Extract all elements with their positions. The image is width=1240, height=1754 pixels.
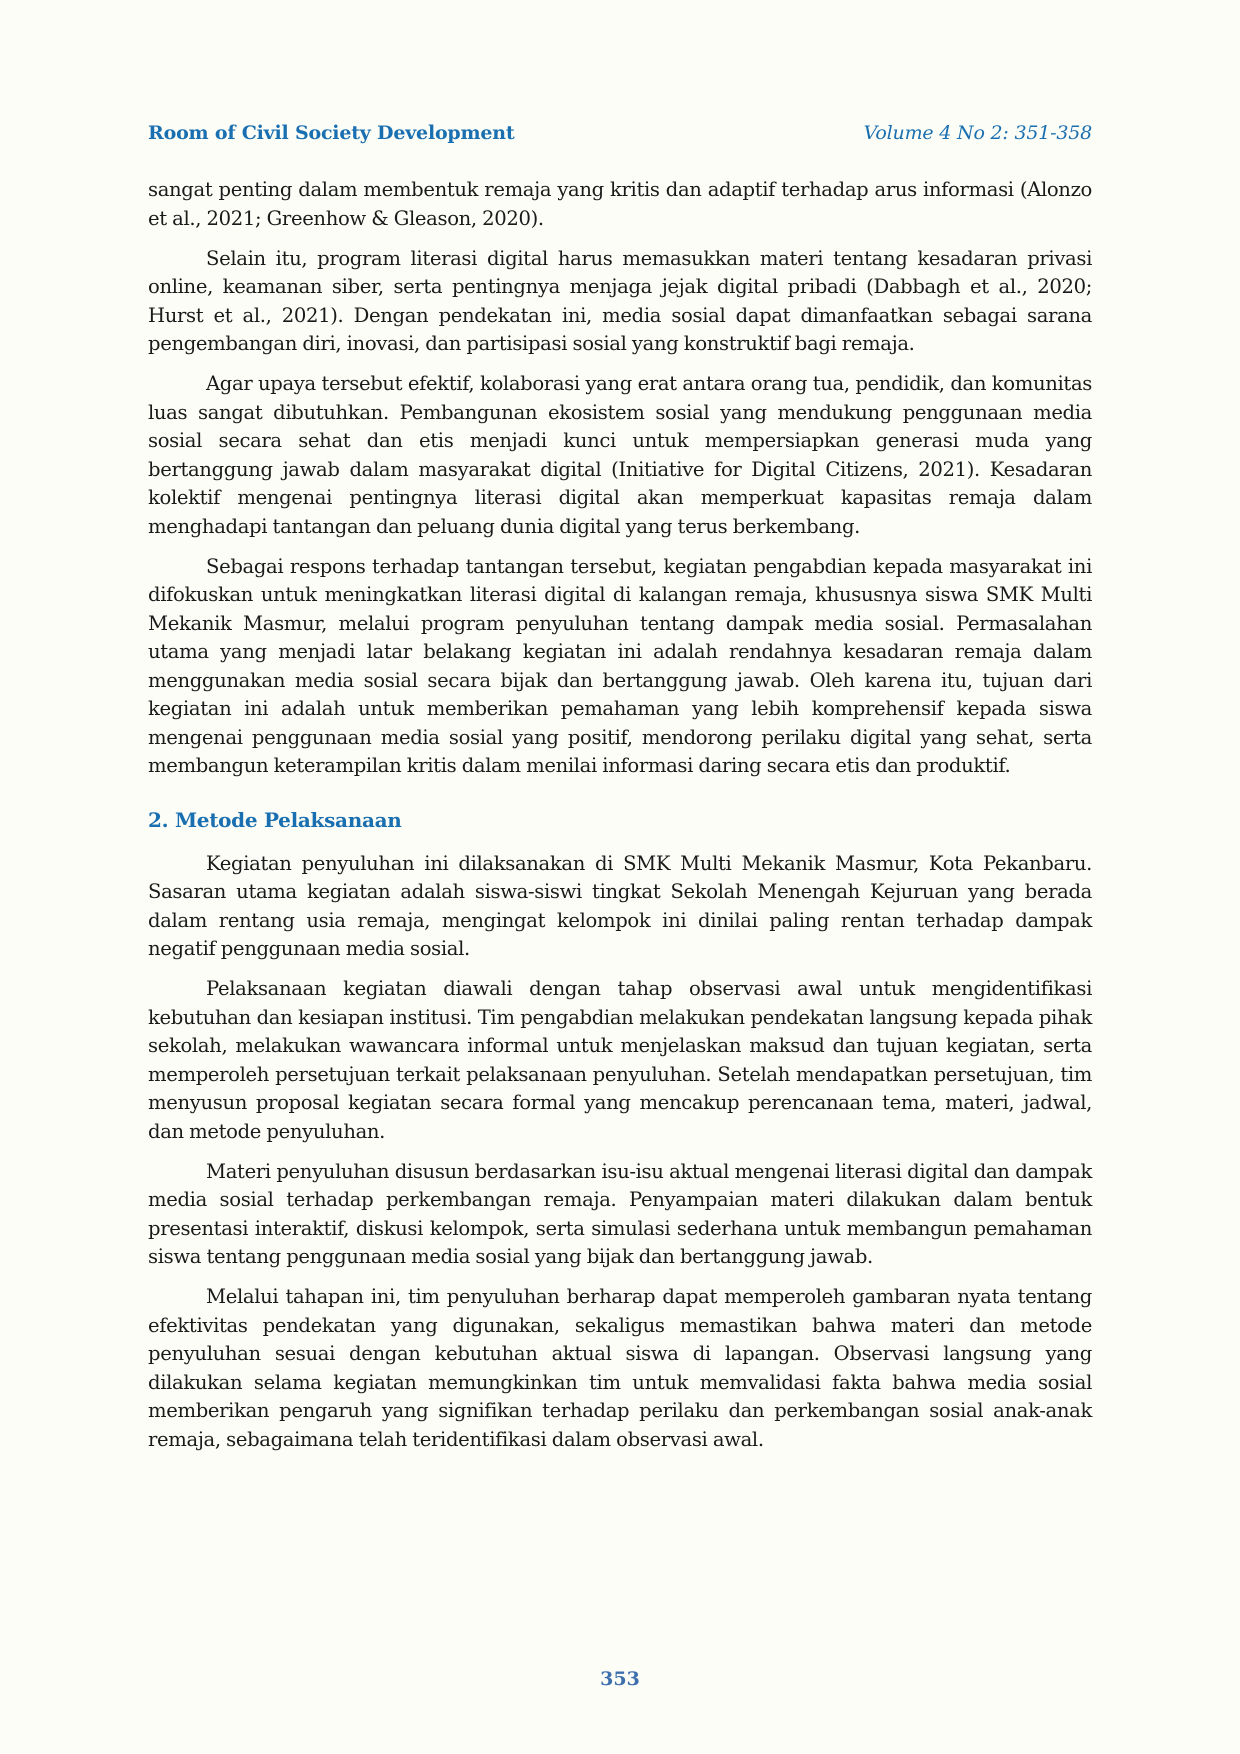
running-header <box>148 122 1092 150</box>
paragraph: Agar upaya tersebut efektif, kolaborasi yang erat antara orang tua, pendidik, dan komunitas luas sangat dibutuhkan. Pembangunan ekosistem sosial yang mendukung penggunaan media sosial secara sehat dan etis menjadi kunci untuk mempersiapkan generasi muda yang bertanggung jawab dalam masyarakat digital (Initiative for Digital Citizens, 2021). Kesadaran kolektif mengenai pentingnya literasi digital akan memperkuat kapasitas remaja dalam menghadapi tantangan dan peluang dunia digital yang terus berkembang. <box>148 372 1092 538</box>
paragraph-continued: sangat penting dalam membentuk remaja yang kritis dan adaptif terhadap arus informasi (Alonzo et al., 2021; Greenhow & Gleason, 2020). <box>148 178 1092 230</box>
section-heading: 2. Metode Pelaksanaan <box>148 807 402 832</box>
paragraph: Melalui tahapan ini, tim penyuluhan berharap dapat memperoleh gambaran nyata tentang efektivitas pendekatan yang digunakan, sekaligus memastikan bahwa materi dan metode penyuluhan sesuai dengan kebutuhan aktual siswa di lapangan. Observasi langsung yang dilakukan selama kegiatan memungkinkan tim untuk memvalidasi fakta bahwa media sosial memberikan pengaruh yang signifikan terhadap perilaku dan perkembangan sosial anak-anak remaja, sebagaimana telah teridentifikasi dalam observasi awal. <box>148 1285 1092 1451</box>
paragraph: Materi penyuluhan disusun berdasarkan isu-isu aktual mengenai literasi digital dan dampak media sosial terhadap perkembangan remaja. Penyampaian materi dilakukan dalam bentuk presentasi interaktif, diskusi kelompok, serta simulasi sederhana untuk membangun pemahaman siswa tentang penggunaan media sosial yang bijak dan bertanggung jawab. <box>148 1159 1092 1268</box>
page-body <box>148 176 1092 1466</box>
paragraph: Pelaksanaan kegiatan diawali dengan tahap observasi awal untuk mengidentifikasi kebutuhan dan kesiapan institusi. Tim pengabdian melakukan pendekatan langsung kepada pihak sekolah, melakukan wawancara informal untuk menjelaskan maksud dan tujuan kegiatan, serta memperoleh persetujuan terkait pelaksanaan penyuluhan. Setelah mendapatkan persetujuan, tim menyusun proposal kegiatan secara formal yang mencakup perencanaan tema, materi, jadwal, dan metode penyuluhan. <box>148 977 1092 1143</box>
page-number: 353 <box>600 1668 640 1690</box>
paragraph: Kegiatan penyuluhan ini dilaksanakan di SMK Multi Mekanik Masmur, Kota Pekanbaru. Sasaran utama kegiatan adalah siswa-siswi tingkat Sekolah Menengah Kejuruan yang berada dalam rentang usia remaja, mengingat kelompok ini dinilai paling rentan terhadap dampak negatif penggunaan media sosial. <box>148 851 1092 960</box>
paragraph: Sebagai respons terhadap tantangan tersebut, kegiatan pengabdian kepada masyarakat ini difokuskan untuk meningkatkan literasi digital di kalangan remaja, khususnya siswa SMK Multi Mekanik Masmur, melalui program penyuluhan tentang dampak media sosial. Permasalahan utama yang menjadi latar belakang kegiatan ini adalah rendahnya kesadaran remaja dalam menggunakan media sosial secara bijak dan bertanggung jawab. Oleh karena itu, tujuan dari kegiatan ini adalah untuk memberikan pemahaman yang lebih komprehensif kepada siswa mengenai penggunaan media sosial yang positif, mendorong perilaku digital yang sehat, serta membangun keterampilan kritis dalam menilai informasi daring secara etis dan produktif. <box>148 554 1092 777</box>
paragraph: Selain itu, program literasi digital harus memasukkan materi tentang kesadaran privasi online, keamanan siber, serta pentingnya menjaga jejak digital pribadi (Dabbagh et al., 2020; Hurst et al., 2021). Dengan pendekatan ini, media sosial dapat dimanfaatkan sebagai sarana pengembangan diri, inovasi, dan partisipasi sosial yang konstruktif bagi remaja. <box>148 246 1092 355</box>
volume-info: Volume 4 No 2: 351-358 <box>863 122 1092 144</box>
journal-title: Room of Civil Society Development <box>148 122 515 144</box>
